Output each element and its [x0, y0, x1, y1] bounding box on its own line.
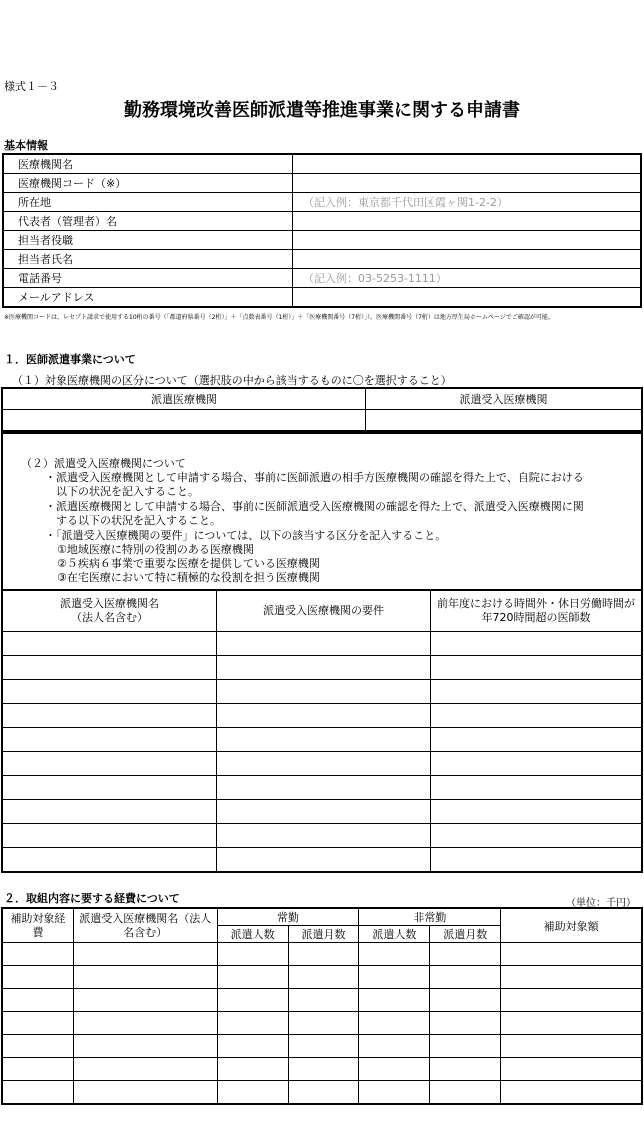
- input-cell[interactable]: [217, 1081, 288, 1105]
- input-cell[interactable]: [359, 1012, 430, 1035]
- input-cell[interactable]: [288, 943, 359, 966]
- cat-header-dispatch: 派遣医療機関: [2, 388, 366, 410]
- input-cell[interactable]: [217, 728, 431, 752]
- cost-header-pt-months: 派遣月数: [430, 926, 501, 943]
- input-cell[interactable]: [431, 656, 643, 680]
- basic-info-label: 所在地: [3, 193, 293, 212]
- basic-info-heading: 基本情報: [4, 139, 48, 152]
- bullet-item: ・派遣受入医療機関として申請する場合、事前に医師派遣の相手方医療機関の確認を得た上で、自院における以下の状況を記入すること。: [45, 471, 584, 498]
- input-cell[interactable]: [288, 1058, 359, 1081]
- input-cell[interactable]: [431, 680, 643, 704]
- input-cell[interactable]: [217, 680, 431, 704]
- input-cell[interactable]: [73, 943, 217, 966]
- input-cell[interactable]: [288, 989, 359, 1012]
- input-cell[interactable]: [217, 752, 431, 776]
- basic-info-label: 代表者（管理者）名: [3, 212, 293, 231]
- section1-sub1: （１）対象医療機関の区分について（選択肢の中から該当するものに〇を選択すること）: [12, 374, 452, 387]
- basic-info-row: [3, 231, 641, 250]
- option-item: ①地域医療に特別の役割のある医療機関: [57, 543, 254, 556]
- basic-info-value[interactable]: [293, 250, 642, 269]
- input-cell[interactable]: [501, 1012, 642, 1035]
- input-cell[interactable]: [288, 966, 359, 989]
- input-cell[interactable]: [431, 776, 643, 800]
- input-cell[interactable]: [431, 752, 643, 776]
- input-cell[interactable]: [2, 848, 217, 873]
- input-cell[interactable]: [359, 1058, 430, 1081]
- req-header-requirement: 派遣受入医療機関の要件: [217, 590, 431, 632]
- bullet-list: [45, 471, 585, 585]
- input-cell[interactable]: [431, 848, 643, 873]
- input-cell[interactable]: [217, 704, 431, 728]
- table-row: [2, 776, 642, 800]
- input-cell[interactable]: [359, 966, 430, 989]
- input-cell[interactable]: [430, 1081, 501, 1105]
- input-cell[interactable]: [2, 989, 73, 1012]
- cost-header-facility: 派遣受入医療機関名（法人名含む）: [73, 908, 217, 943]
- input-cell[interactable]: [501, 989, 642, 1012]
- basic-info-row: [3, 269, 641, 288]
- table-row: [2, 1081, 642, 1105]
- cost-header-fulltime: 常勤: [217, 908, 359, 926]
- table-row: [2, 656, 642, 680]
- unit-label: （単位：千円）: [566, 898, 636, 909]
- input-cell[interactable]: [73, 1081, 217, 1105]
- table-row: [2, 1035, 642, 1058]
- input-cell[interactable]: [2, 824, 217, 848]
- cost-header-pt-persons: 派遣人数: [359, 926, 430, 943]
- input-cell[interactable]: [431, 704, 643, 728]
- cost-header-ft-months: 派遣月数: [288, 926, 359, 943]
- cost-header-parttime: 非常勤: [359, 908, 501, 926]
- basic-info-row: [3, 193, 641, 212]
- input-cell[interactable]: [2, 943, 73, 966]
- cost-table: [1, 907, 643, 1105]
- req-header-name: 派遣受入医療機関名 （法人名含む）: [2, 590, 217, 632]
- table-row: [2, 704, 642, 728]
- cost-header-ft-persons: 派遣人数: [217, 926, 288, 943]
- form-number: 様式１－３: [4, 80, 59, 93]
- input-cell[interactable]: [501, 943, 642, 966]
- input-cell[interactable]: [359, 943, 430, 966]
- input-cell[interactable]: [2, 1035, 73, 1058]
- table-row: [2, 943, 642, 966]
- basic-info-label: 医療機関コード（※）: [3, 174, 293, 193]
- input-cell[interactable]: [73, 989, 217, 1012]
- input-cell[interactable]: [2, 776, 217, 800]
- input-cell[interactable]: [431, 728, 643, 752]
- cat-header-receive: 派遣受入医療機関: [366, 388, 643, 410]
- table-row: [2, 752, 642, 776]
- input-cell[interactable]: [430, 989, 501, 1012]
- bullet-item: ・派遣医療機関として申請する場合、事前に医師派遣受入医療機関の確認を得た上で、派遣受入医療機関に関する以下の状況を記入すること。: [45, 500, 584, 527]
- basic-info-row: [3, 288, 641, 308]
- input-cell[interactable]: [430, 943, 501, 966]
- input-cell[interactable]: [501, 966, 642, 989]
- table-row: [2, 800, 642, 824]
- input-cell[interactable]: [217, 989, 288, 1012]
- option-item: ②５疾病６事業で重要な医療を提供している医療機関: [57, 557, 320, 570]
- req-header-doctors: 前年度における時間外・休日労働時間が年720時間超の医師数: [431, 590, 643, 632]
- input-cell[interactable]: [2, 704, 217, 728]
- input-cell[interactable]: [288, 1081, 359, 1105]
- table-row: [2, 1012, 642, 1035]
- input-cell[interactable]: [359, 1035, 430, 1058]
- input-cell[interactable]: [501, 1035, 642, 1058]
- table-row: [2, 632, 642, 656]
- input-cell[interactable]: [501, 1058, 642, 1081]
- basic-info-label: メールアドレス: [3, 288, 293, 308]
- table-row: [2, 966, 642, 989]
- input-cell[interactable]: [431, 824, 643, 848]
- basic-info-label: 医療機関名: [3, 154, 293, 174]
- basic-info-value[interactable]: [293, 174, 642, 193]
- input-cell[interactable]: [430, 1035, 501, 1058]
- input-cell[interactable]: [217, 632, 431, 656]
- basic-info-row: [3, 154, 641, 174]
- input-cell[interactable]: [217, 824, 431, 848]
- input-cell[interactable]: [2, 1058, 73, 1081]
- basic-info-label: 担当者役職: [3, 231, 293, 250]
- basic-info-value[interactable]: [293, 288, 642, 308]
- input-cell[interactable]: [217, 800, 431, 824]
- section1-sub2: （２）派遣受入医療機関について: [21, 457, 186, 470]
- input-cell[interactable]: [217, 656, 431, 680]
- input-cell[interactable]: [2, 1081, 73, 1105]
- input-cell[interactable]: [217, 776, 431, 800]
- input-cell[interactable]: [431, 800, 643, 824]
- input-cell[interactable]: [431, 632, 643, 656]
- input-cell[interactable]: [430, 1058, 501, 1081]
- basic-info-row: [3, 212, 641, 231]
- input-cell[interactable]: [73, 1012, 217, 1035]
- basic-info-value[interactable]: [293, 231, 642, 250]
- table-row: [2, 1058, 642, 1081]
- input-cell[interactable]: [2, 966, 73, 989]
- input-cell[interactable]: [217, 943, 288, 966]
- table-row: [2, 824, 642, 848]
- option-item: ③在宅医療において特に積極的な役割を担う医療機関: [57, 571, 320, 584]
- cat-cell-dispatch[interactable]: [2, 410, 366, 432]
- cost-header-amount: 補助対象額: [501, 908, 642, 943]
- basic-info-value[interactable]: [293, 212, 642, 231]
- input-cell[interactable]: [73, 966, 217, 989]
- input-cell[interactable]: [2, 800, 217, 824]
- input-cell[interactable]: [501, 1081, 642, 1105]
- input-cell[interactable]: [2, 728, 217, 752]
- basic-info-row: [3, 174, 641, 193]
- input-cell[interactable]: [217, 848, 431, 873]
- input-cell[interactable]: [359, 1081, 430, 1105]
- bullet-item: ・「派遣受入医療機関の要件」については、以下の該当する区分を記入すること。: [45, 529, 447, 542]
- input-cell[interactable]: [2, 680, 217, 704]
- input-cell[interactable]: [2, 1012, 73, 1035]
- input-cell[interactable]: [288, 1012, 359, 1035]
- page-title: 勤務環境改善医師派遣等推進事業に関する申請書: [124, 100, 520, 121]
- input-cell[interactable]: [430, 1012, 501, 1035]
- basic-info-table: [2, 153, 642, 308]
- table-row: [2, 728, 642, 752]
- category-table: [1, 387, 643, 432]
- basic-info-row: [3, 250, 641, 269]
- basic-info-label: 担当者氏名: [3, 250, 293, 269]
- table-row: [2, 680, 642, 704]
- input-cell[interactable]: [359, 989, 430, 1012]
- input-cell[interactable]: [2, 752, 217, 776]
- basic-info-label: 電話番号: [3, 269, 293, 288]
- section1-heading: １．医師派遣事業について: [4, 353, 136, 366]
- table-row: [2, 989, 642, 1012]
- input-cell[interactable]: [217, 1012, 288, 1035]
- input-cell[interactable]: [217, 1035, 288, 1058]
- table-row: [2, 848, 642, 873]
- input-cell[interactable]: [73, 1035, 217, 1058]
- input-cell[interactable]: [217, 966, 288, 989]
- code-note: ※医療機関コードは、レセプト請求で使用する10桁の番号（「都道府県番号（2桁）」＋「点数表番号（1桁）」＋「医療機関番号（7桁）」）。医療機関番号（7桁）は地方厚生局ホームページでご確認が可能。: [4, 314, 554, 321]
- input-cell[interactable]: [217, 1058, 288, 1081]
- section2-heading: ２．取組内容に要する経費について: [4, 892, 180, 905]
- input-cell[interactable]: [2, 632, 217, 656]
- receiving-facility-table: [1, 589, 643, 873]
- cat-cell-receive[interactable]: [366, 410, 643, 432]
- input-cell[interactable]: [430, 966, 501, 989]
- basic-info-value[interactable]: [293, 154, 642, 174]
- input-cell[interactable]: [2, 656, 217, 680]
- input-cell[interactable]: [288, 1035, 359, 1058]
- cost-header-expense: 補助対象経費: [2, 908, 73, 943]
- basic-info-value[interactable]: （記入例：03-5253-1111）: [293, 269, 642, 288]
- basic-info-value[interactable]: （記入例：東京都千代田区霞ヶ関1-2-2）: [293, 193, 642, 212]
- section1-sub2-box: [1, 432, 643, 590]
- input-cell[interactable]: [73, 1058, 217, 1081]
